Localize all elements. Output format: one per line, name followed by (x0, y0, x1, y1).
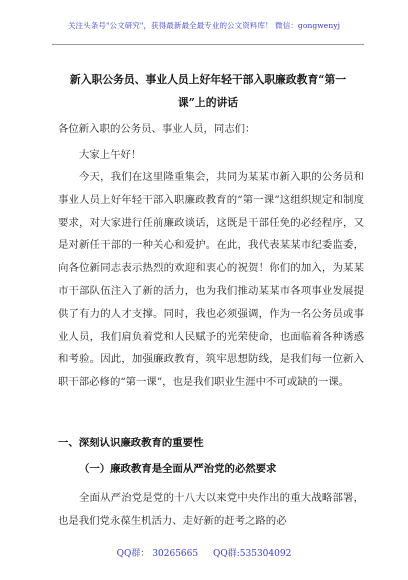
salutation: 各位新入职的公务员、事业人员，同志们： (58, 123, 256, 135)
greeting: 大家上午好！ (79, 149, 142, 161)
header-banner: 关注头条号"公文研究"，获得最新最全最专业的公文资料库！ 微信：gongwenyj (67, 21, 341, 30)
document-title: 新入职公务员、事业人员上好年轻干部入职廉政教育“第一课”上的讲话 (69, 73, 347, 109)
body-paragraph-2: 全面从严治党是党的十八大以来党中央作出的重大战略部署，也是我们党永葆生机活力、走好新的赶考之路的必 (58, 492, 364, 527)
section-heading-1: 一、深刻认识廉政教育的重要性 (58, 437, 204, 449)
subsection-heading-1: （一）廉政教育是全面从严治党的必然要求 (79, 463, 277, 475)
body-paragraph-1: 今天，我们在这里隆重集会，共同为某某市新入职的公务员和事业人员上好年轻干部入职廉政教育的“第一课”这组织规定和制度要求，对大家进行任前廉政谈话，这既是干部任免的必经程序，又是对新任干部的一种关心和爱护。在此，我代表某某市纪委监委，向各位新同志表示热烈的欢迎和衷心的祝贺！你们的加入，为某某市干部队伍注入了新的活力，也为我们推动某某市各项事业发展提供了有力的人才支撑。同时，我也必须强调，作为一名公务员或事业人员，我们肩负着党和人民赋予的光荣使命，也面临着各种诱惑和考验。因此，加强廉政教育，筑牢思想防线，是我们每一位新入职干部必修的“第一课”，也是我们职业生涯中不可或缺的一课。 (58, 171, 364, 389)
header-divider (52, 44, 364, 45)
footer-qq-group-2: QQ群:535304092 (212, 549, 292, 559)
footer (0, 546, 408, 559)
footer-qq-group-1: QQ群： 30265665 (116, 549, 199, 559)
